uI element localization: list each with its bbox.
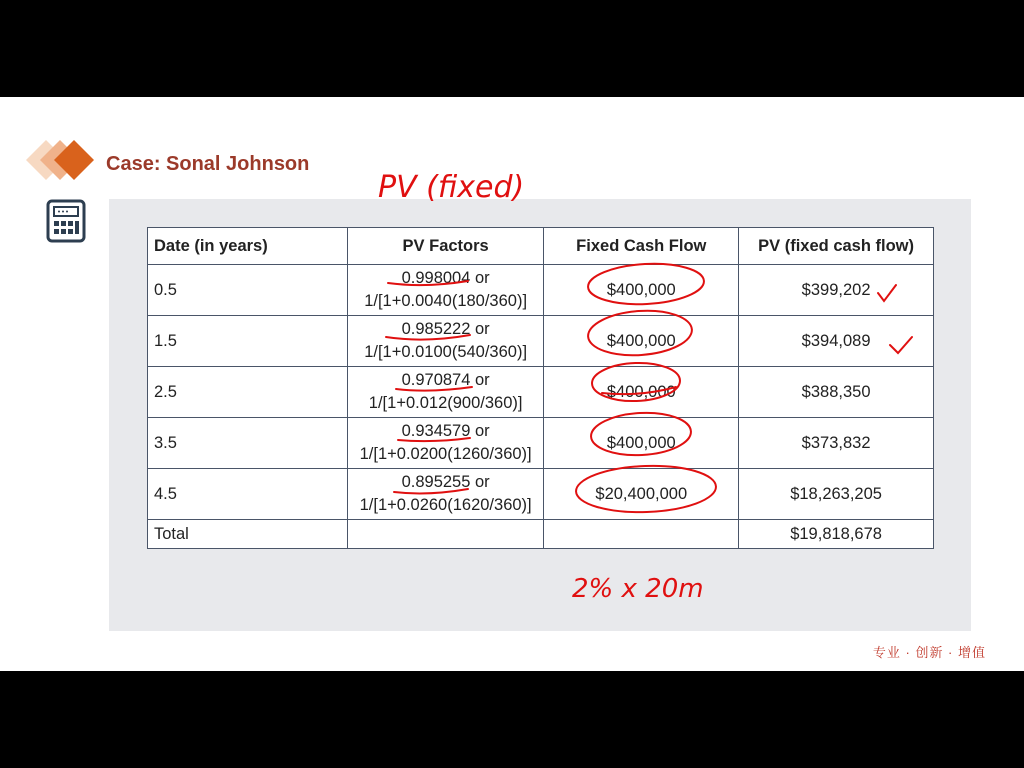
pv-factor-value: 0.970874 [401,371,471,389]
cell-date: 0.5 [148,265,348,316]
pv-factor-formula: 1/[1+0.0260(1620/360)] [359,496,532,514]
cell-empty [347,520,543,549]
cell-cash-flow: $400,000 [544,418,739,469]
cell-pv-factor [347,418,543,469]
table-row [148,367,934,418]
table-row [148,316,934,367]
cell-cash-flow: $20,400,000 [544,469,739,520]
pv-factor-or: or [470,320,490,338]
pv-factor-or: or [470,269,490,287]
cell-date: 2.5 [148,367,348,418]
cell-cash-flow: $400,000 [544,265,739,316]
table-row [148,469,934,520]
cell-cash-flow: $400,000 [544,316,739,367]
logo-diamonds-icon [24,137,104,183]
cell-date: 1.5 [148,316,348,367]
handwritten-note-2pct-20m: 2% x 20m [572,574,704,604]
pv-factor-or: or [470,371,490,389]
pv-factor-value: 0.895255 [401,473,471,491]
page-title: Case: Sonal Johnson [106,153,310,175]
table-header-row [148,228,934,265]
pv-factor-value: 0.985222 [401,320,471,338]
column-header-date: Date (in years) [148,228,348,265]
pv-factor-or: or [470,473,490,491]
pv-factor-value: 0.934579 [401,422,471,440]
calculator-icon [46,199,86,243]
table-row [148,265,934,316]
cell-pv-factor [347,469,543,520]
table-row [148,418,934,469]
column-header-fixed-cash-flow: Fixed Cash Flow [544,228,739,265]
slide [0,97,1024,671]
cell-pv-factor [347,316,543,367]
column-header-pv-factors: PV Factors [347,228,543,265]
cell-date: 4.5 [148,469,348,520]
pv-table [147,227,934,549]
cell-pv: $399,202 [739,265,934,316]
cell-empty [544,520,739,549]
cell-cash-flow: $400,000 [544,367,739,418]
cell-pv: $388,350 [739,367,934,418]
pv-factor-formula: 1/[1+0.0100(540/360)] [364,343,528,361]
cell-pv-factor [347,265,543,316]
pv-factor-formula: 1/[1+0.012(900/360)] [368,394,523,412]
pv-factor-formula: 1/[1+0.0200(1260/360)] [359,445,532,463]
footer-slogan: 专业 · 创新 · 增值 [872,645,986,660]
cell-pv-factor [347,367,543,418]
cell-total-label: Total [148,520,348,549]
cell-total-pv: $19,818,678 [739,520,934,549]
pv-factor-formula: 1/[1+0.0040(180/360)] [364,292,528,310]
pv-factor-value: 0.998004 [401,269,471,287]
pv-factor-or: or [470,422,490,440]
table-total-row [148,520,934,549]
cell-pv: $373,832 [739,418,934,469]
cell-pv: $18,263,205 [739,469,934,520]
column-header-pv-fixed-cash-flow: PV (fixed cash flow) [739,228,934,265]
cell-date: 3.5 [148,418,348,469]
cell-pv: $394,089 [739,316,934,367]
handwritten-note-pv-fixed: PV (fixed) [378,170,525,205]
